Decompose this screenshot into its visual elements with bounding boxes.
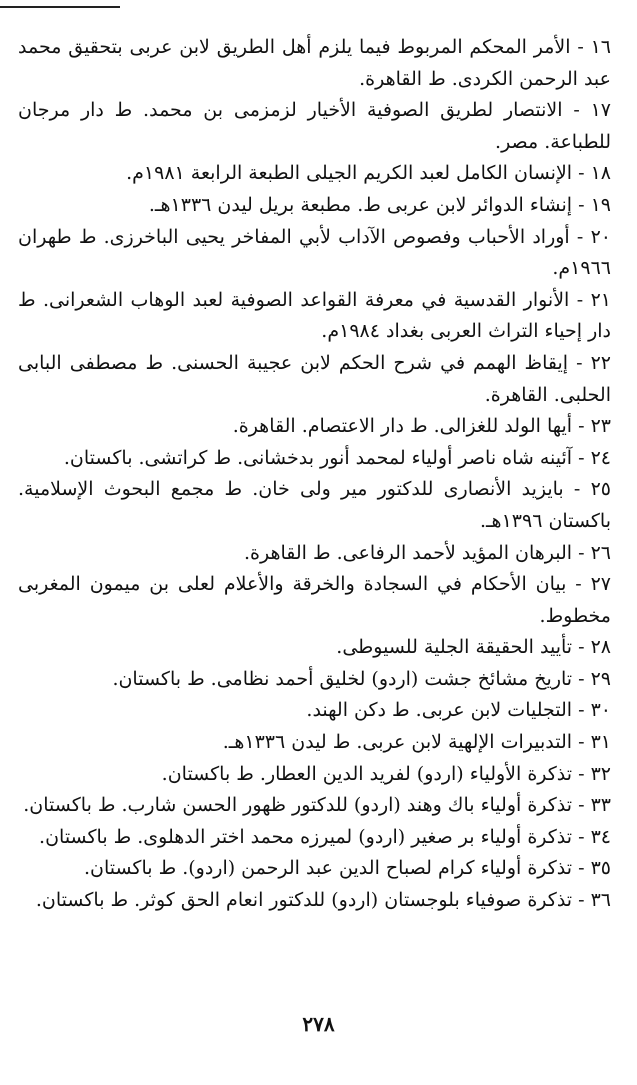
bibliography-entry: ٢٥ - بايزيد الأنصارى للدكتور مير ولى خان. ط مجمع البحوث الإسلامية. باكستان ١٣٩٦هـ. <box>18 478 611 532</box>
page-number: ٢٧٨ <box>302 1012 335 1036</box>
bibliography-entry: ٣٠ - التجليات لابن عربى. ط دكن الهند. <box>306 699 611 722</box>
bibliography-entry: ١٦ - الأمر المحكم المربوط فيما يلزم أهل الطريق لابن عربى بتحقيق محمد عبد الرحمن الكردى. ط القاهرة. <box>18 36 611 90</box>
bibliography-entry: ٣٤ - تذكرة أولياء بر صغير (اردو) لميرزه محمد اختر الدهلوى. ط باكستان. <box>39 825 611 848</box>
bibliography-entry: ١٧ - الانتصار لطريق الصوفية الأخيار لزمزمى بن محمد. ط دار مرجان للطباعة. مصر. <box>18 99 611 153</box>
bibliography-entry: ٢٦ - البرهان المؤيد لأحمد الرفاعى. ط القاهرة. <box>243 541 611 564</box>
bibliography-entry: ٣٥ - تذكرة أولياء كرام لصباح الدين عبد الرحمن (اردو). ط باكستان. <box>83 857 611 880</box>
bibliography-entry: ٢٩ - تاريخ مشائخ جشت (اردو) لخليق أحمد نظامى. ط باكستان. <box>112 667 611 690</box>
bibliography-entry: ١٨ - الإنسان الكامل لعبد الكريم الجيلى الطبعة الرابعة ١٩٨١م. <box>126 162 611 185</box>
bibliography-entry: ٢٧ - بيان الأحكام في السجادة والخرقة والأعلام لعلى بن ميمون المغربى مخطوط. <box>18 573 611 627</box>
bibliography-entry: ٢٠ - أوراد الأحباب وفصوص الآداب لأبي المفاخر يحيى الباخرزى. ط طهران ١٩٦٦م. <box>18 225 611 280</box>
bibliography-entry: ٣١ - التدبيرات الإلهية لابن عربى. ط ليدن ١٣٣٦هـ. <box>222 731 611 754</box>
bibliography-list <box>18 32 611 917</box>
top-rule <box>0 6 120 8</box>
bibliography-entry: ٣٢ - تذكرة الأولياء (اردو) لفريد الدين العطار. ط باكستان. <box>161 762 611 785</box>
bibliography-entry: ١٩ - إنشاء الدوائر لابن عربى ط. مطبعة بريل ليدن ١٣٣٦هـ. <box>148 193 611 216</box>
bibliography-entry: ٢١ - الأنوار القدسية في معرفة القواعد الصوفية لعبد الوهاب الشعرانى. ط دار إحياء التراث العربى بغداد ١٩٨٤م. <box>18 288 611 343</box>
bibliography-entry: ٣٣ - تذكرة أولياء باك وهند (اردو) للدكتور ظهور الحسن شارب. ط باكستان. <box>23 794 611 817</box>
bibliography-entry: ٣٦ - تذكرة صوفياء بلوجستان (اردو) للدكتور انعام الحق كوثر. ط باكستان. <box>35 889 611 912</box>
bibliography-entry: ٢٣ - أيها الولد للغزالى. ط دار الاعتصام. القاهرة. <box>232 415 611 438</box>
bibliography-entry: ٢٢ - إيقاظ الهمم في شرح الحكم لابن عجيبة الحسنى. ط مصطفى البابى الحلبى. القاهرة. <box>18 351 611 406</box>
bibliography-entry: ٢٨ - تأييد الحقيقة الجلية للسيوطى. <box>336 636 611 659</box>
bibliography-entry: ٢٤ - آئينه شاه ناصر أولياء لمحمد أنور بدخشانى. ط كراتشى. باكستان. <box>63 446 611 469</box>
